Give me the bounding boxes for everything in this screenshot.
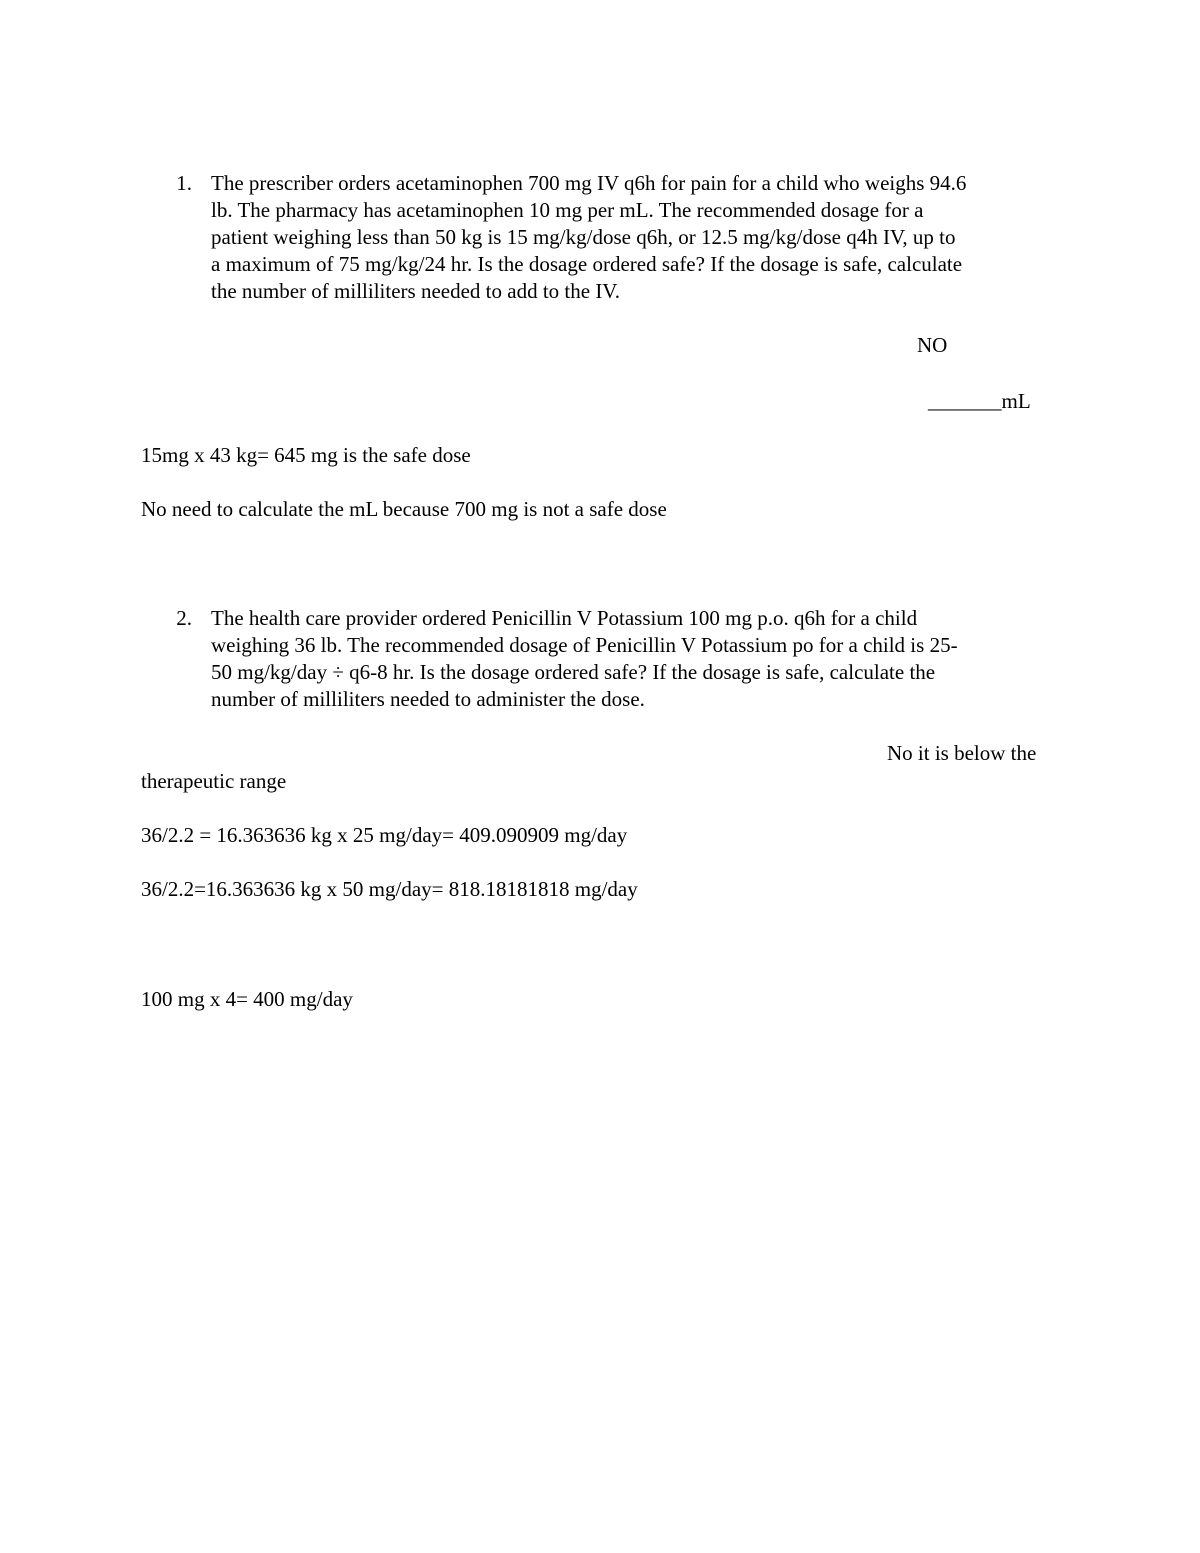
question-1-work-line: 15mg x 43 kg= 645 mg is the safe dose [141,443,471,467]
question-1-answer-safe: NO [917,333,948,357]
question-2-work-line: 36/2.2=16.363636 kg x 50 mg/day= 818.18181818 mg/day [141,877,638,901]
question-1-text [211,170,966,305]
question-2-work-line: 36/2.2 = 16.363636 kg x 25 mg/day= 409.090909 mg/day [141,823,628,847]
question-2-line: weighing 36 lb. The recommended dosage of Penicillin V Potassium po for a child is 25- [211,633,958,657]
question-2-text [211,605,958,713]
question-2-answer-continued: therapeutic range [141,769,287,793]
question-1-number: 1. [176,171,192,195]
question-2-line: number of milliliters needed to administer the dose. [211,687,645,711]
question-2-line: 50 mg/kg/day ÷ q6-8 hr. Is the dosage ordered safe? If the dosage is safe, calculate the [211,660,936,684]
question-2-line: The health care provider ordered Penicillin V Potassium 100 mg p.o. q6h for a child [211,606,918,630]
question-1-line: a maximum of 75 mg/kg/24 hr. Is the dosage ordered safe? If the dosage is safe, calculate [211,252,963,276]
question-1-line: the number of milliliters needed to add to the IV. [211,279,621,303]
question-1-line: lb. The pharmacy has acetaminophen 10 mg per mL. The recommended dosage for a [211,198,924,222]
question-1-work-line: No need to calculate the mL because 700 mg is not a safe dose [141,497,667,521]
question-1-line: patient weighing less than 50 kg is 15 mg/kg/dose q6h, or 12.5 mg/kg/dose q4h IV, up to [211,225,956,249]
question-2-number: 2. [176,606,192,630]
question-2-answer: No it is below the [887,741,1037,765]
question-1-answer-ml: _______mL [928,389,1031,413]
question-1-line: The prescriber orders acetaminophen 700 mg IV q6h for pain for a child who weighs 94.6 [211,171,967,195]
question-2-work-line: 100 mg x 4= 400 mg/day [141,987,353,1011]
